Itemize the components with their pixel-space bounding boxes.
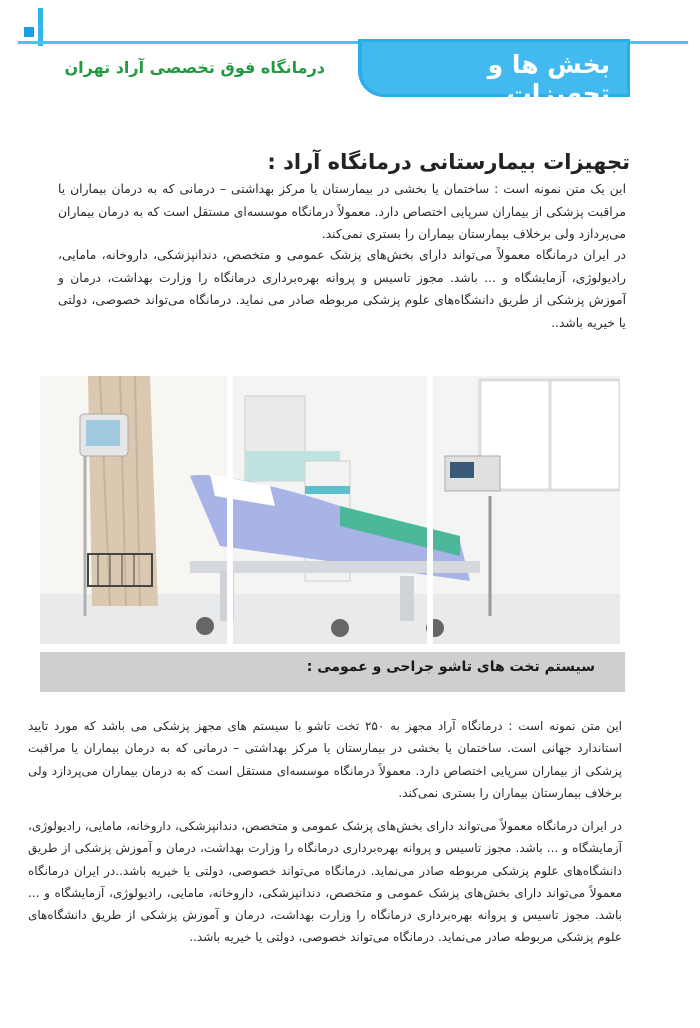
section-equipment-paragraph-1: این یک متن نمونه است : ساختمان یا بخشی در بیمارستان یا مرکز بهداشتی – درمانی که به درمان بیماران یا مراقبت پزشکی از بیماران سرپایی اختصاص دارد. معمولاً درمانگاه موسسه‌ای مستقل است که به درمان بیماران می‌پردازد ولی برخلاف بیمارستان بیماران را بستری نمی‌کند.	[58, 182, 626, 241]
page-title: بخش ها و تجهیزات	[487, 50, 610, 108]
section-equipment-title: تجهیزات بیمارستانی درمانگاه آراد :	[267, 150, 630, 174]
section-beds-paragraph-1: این متن نمونه است : درمانگاه آراد مجهز به ۲۵۰ تخت تاشو با سیستم های مجهز پزشکی می باشد که مورد تایید استاندارد جهانی است. ساختمان یا بخشی در بیمارستان یا مرکز بهداشتی – درمانی که به درمان بیماران یا مراقبت پزشکی از بیماران سرپایی اختصاص دارد. معمولاً درمانگاه موسسه‌ای مستقل است که به درمان بیماران می‌پردازد ولی برخلاف بیمارستان بیماران را بستری نمی‌کند.	[28, 719, 623, 800]
corner-square-decoration	[24, 27, 34, 37]
hospital-ward-photo	[40, 376, 620, 644]
clinic-subtitle: درمانگاه فوق تخصصی آراد تهران	[64, 58, 325, 77]
section-equipment-paragraph-2: در ایران درمانگاه معمولاً می‌تواند دارای بخش‌های پزشک عمومی و متخصص، دندانپزشکی، داروخانه، مامایی، رادیولوژی، آزمایشگاه و ... باشد. مجوز تاسیس و پروانه بهره‌برداری درمانگاه را وزارت بهداشت، درمان و آموزش پزشکی از طریق دانشگاه‌های علوم پزشکی مربوطه صادر می نماید. درمانگاه می‌تواند خصوصی، دولتی یا خیریه باشد..	[58, 248, 626, 330]
section-beds-title: سیستم تخت های تاشو جراحی و عمومی :	[306, 659, 595, 675]
section-beds-paragraph-2: در ایران درمانگاه معمولاً می‌تواند دارای بخش‌های پزشک عمومی و متخصص، دندانپزشکی، داروخانه، مامایی، رادیولوژی، آزمایشگاه و ... باشد. مجوز تاسیس و پروانه بهره‌برداری درمانگاه را وزارت بهداشت، درمان و آموزش پزشکی از طریق دانشگاه‌های علوم پزشکی مربوطه صادر می‌نماید. درمانگاه می‌تواند خصوصی، دولتی یا خیریه باشد..در ایران درمانگاه معمولاً می‌تواند دارای بخش‌های پزشک عمومی و متخصص، دندانپزشکی، داروخانه، مامایی، رادیولوژی، آزمایشگاه و ... باشد. مجوز تاسیس و پروانه بهره‌برداری درمانگاه را وزارت بهداشت، درمان و آموزش پزشکی از طریق دانشگاه‌های علوم پزشکی مربوطه صادر می‌نماید. درمانگاه می‌تواند خصوصی، دولتی یا خیریه باشد..	[28, 819, 622, 945]
